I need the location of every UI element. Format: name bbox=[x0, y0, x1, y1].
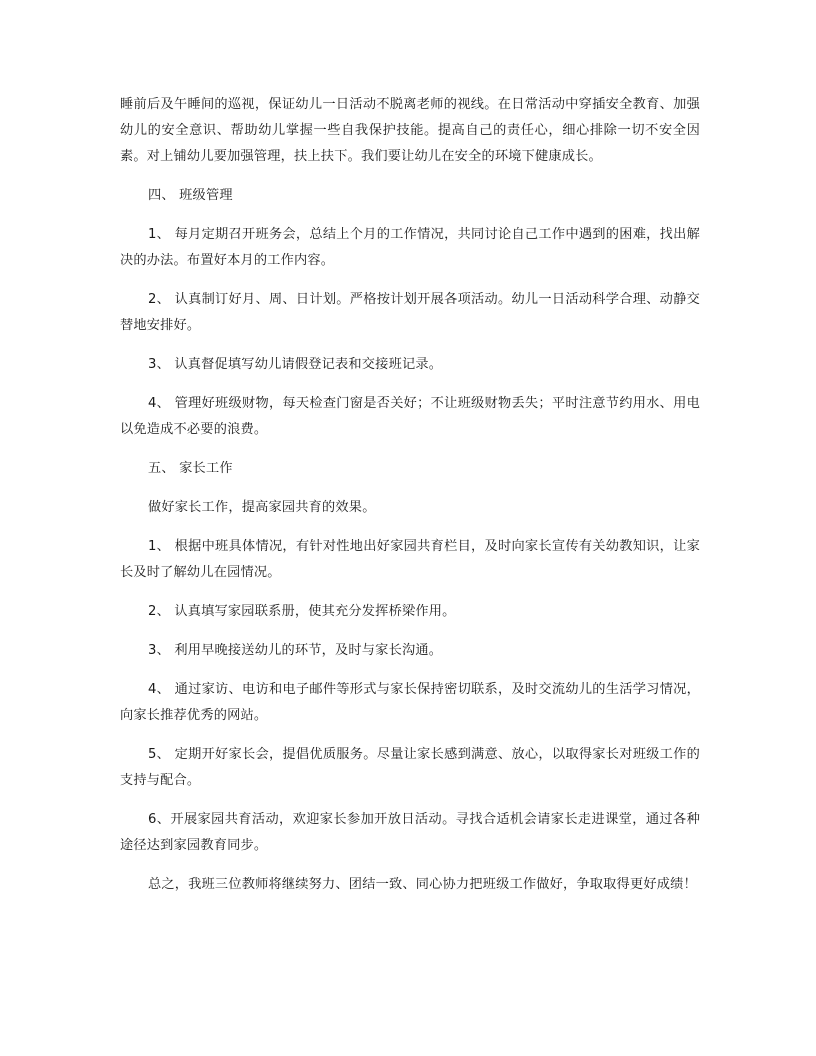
list-item-class-meeting: 1、 每月定期召开班务会，总结上个月的工作情况，共同讨论自己工作中遇到的困难，找出解决的办法。布置好本月的工作内容。 bbox=[120, 227, 700, 268]
list-item-bulletin: 1、 根据中班具体情况，有针对性地出好家园共育栏目，及时向家长宣传有关幼教知识，让家长及时了解幼儿在园情况。 bbox=[120, 539, 700, 580]
list-item-open-day: 6、开展家园共育活动，欢迎家长参加开放日活动。寻找合适机会请家长走进课堂，通过各种途径达到家园教育同步。 bbox=[120, 812, 700, 853]
paragraph-parent-intro: 做好家长工作，提高家园共育的效果。 bbox=[148, 500, 376, 515]
document-body bbox=[120, 92, 700, 898]
list-item-home-visits: 4、 通过家访、电访和电子邮件等形式与家长保持密切联系，及时交流幼儿的生活学习情况，向家长推荐优秀的网站。 bbox=[120, 682, 700, 723]
list-item-property: 4、 管理好班级财物，每天检查门窗是否关好；不让班级财物丢失；平时注意节约用水、用电以免造成不必要的浪费。 bbox=[120, 396, 700, 437]
paragraph-conclusion: 总之，我班三位教师将继续努力、团结一致、同心协力把班级工作做好，争取取得更好成绩！ bbox=[148, 877, 697, 892]
heading-parent-work: 五、 家长工作 bbox=[148, 461, 233, 476]
heading-class-management: 四、 班级管理 bbox=[148, 188, 233, 203]
list-item-contact-book: 2、 认真填写家园联系册，使其充分发挥桥梁作用。 bbox=[148, 604, 456, 619]
paragraph-safety-continued: 睡前后及午睡间的巡视，保证幼儿一日活动不脱离老师的视线。在日常活动中穿插安全教育、加强幼儿的安全意识、帮助幼儿掌握一些自我保护技能。提高自己的责任心，细心排除一切不安全因素。对上铺幼儿要加强管理，扶上扶下。我们要让幼儿在安全的环境下健康成长。 bbox=[120, 97, 700, 164]
list-item-pickup: 3、 利用早晚接送幼儿的环节，及时与家长沟通。 bbox=[148, 643, 443, 658]
list-item-plans: 2、 认真制订好月、周、日计划。严格按计划开展各项活动。幼儿一日活动科学合理、动静交替地安排好。 bbox=[120, 292, 700, 333]
list-item-parent-meeting: 5、 定期开好家长会，提倡优质服务。尽量让家长感到满意、放心，以取得家长对班级工作的支持与配合。 bbox=[120, 747, 700, 788]
list-item-records: 3、 认真督促填写幼儿请假登记表和交接班记录。 bbox=[148, 357, 443, 372]
